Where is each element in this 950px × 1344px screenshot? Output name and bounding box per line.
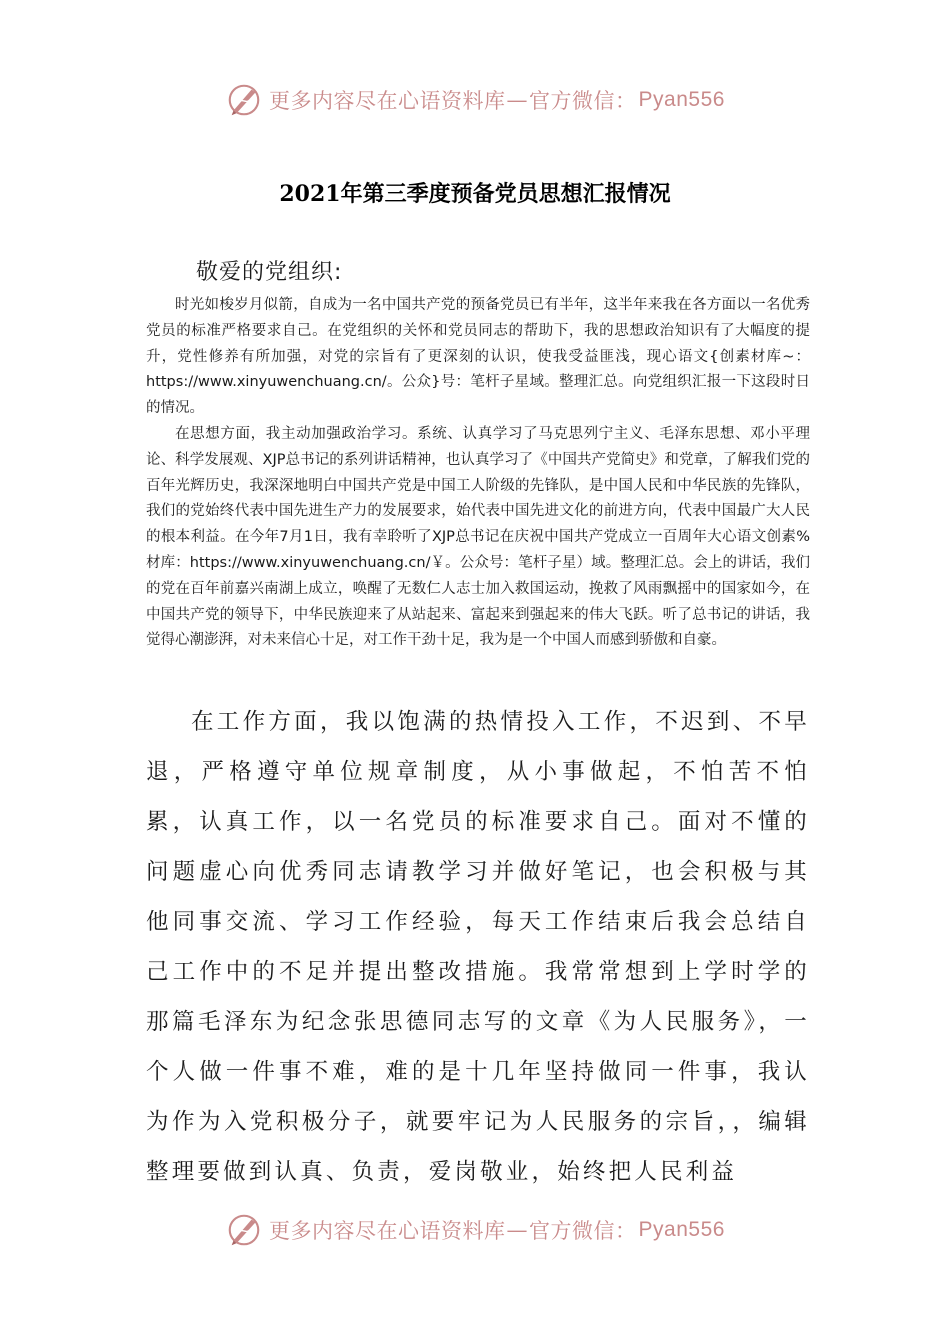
footer-watermark	[0, 1210, 950, 1250]
paragraph-intro: 时光如梭岁月似箭，自成为一名中国共产党的预备党员已有半年，这半年来我在各方面以一名优秀党员的标准严格要求自己。在党组织的关怀和党员同志的帮助下，我的思想政治知识有了大幅度的提升，党性修养有所加强，对党的宗旨有了更深刻的认识，使我受益匪浅，现心语文{创素材库~：https://www.xinyuwenchuang.cn/。公众}号：笔杆子星域。整理汇总。向党组织汇报一下这段时日的情况。	[146, 297, 810, 417]
watermark-text: 更多内容尽在心语资料库	[269, 1219, 506, 1243]
intro-section	[146, 293, 810, 654]
paragraph-work: 在工作方面，我以饱满的热情投入工作，不迟到、不早退，严格遵守单位规章制度，从小事做起，不怕苦不怕累，认真工作，以一名党员的标准要求自己。面对不懂的问题虚心向优秀同志请教学习并做好笔记，也会积极与其他同事交流、学习工作经验，每天工作结束后我会总结自己工作中的不足并提出整改措施。我常常想到上学时学的那篇毛泽东为纪念张思德同志写的文章《为人民服务》，一个人做一件事不难，难的是十几年坚持做同一件事，我认为作为入党积极分子，就要牢记为人民服务的宗旨，，编辑整理要做到认真、负责，爱岗敬业，始终把人民利益	[146, 709, 810, 1185]
header-watermark	[0, 80, 950, 120]
watermark-separator: —	[506, 1218, 529, 1242]
work-section	[146, 697, 810, 1197]
watermark-separator: —	[506, 88, 529, 112]
paragraph-thought: 在思想方面，我主动加强政治学习。系统、认真学习了马克思列宁主义、毛泽东思想、邓小平理论、科学发展观、XJP总书记的系列讲话精神，也认真学习了《中国共产党简史》和党章，了解我们党的百年光辉历史，我深深地明白中国共产党是中国工人阶级的先锋队，是中国人民和中华民族的先锋队，我们的党始终代表中国先进生产力的发展要求，始代表中国先进文化的前进方向，代表中国最广大人民的根本利益。在今年7月1日，我有幸聆听了XJP总书记在庆祝中国共产党成立一百周年大心语文创素%材库：https://www.xinyuwenchuang.cn/￥。公众号：笔杆子星）域。整理汇总。会上的讲话，我们的党在百年前嘉兴南湖上成立，唤醒了无数仁人志士加入救国运动，挽救了风雨飘摇中的国家如今，在中国共产党的领导下，中华民族迎来了从站起来、富起来到强起来的伟大飞跃。听了总书记的讲话，我觉得心潮澎湃，对未来信心十足，对工作干劲十足，我为是一个中国人而感到骄傲和自豪。	[146, 425, 810, 649]
watermark-account: Pyan556	[638, 1218, 725, 1241]
pen-logo-icon	[225, 1211, 263, 1249]
watermark-label: 官方微信：	[529, 89, 637, 113]
watermark-text: 更多内容尽在心语资料库	[269, 89, 506, 113]
document-title: 2021年第三季度预备党员思想汇报情况	[279, 181, 671, 207]
watermark-account: Pyan556	[638, 88, 725, 111]
salutation: 敬爱的党组织:	[196, 260, 343, 285]
pen-logo-icon	[225, 81, 263, 119]
watermark-label: 官方微信：	[529, 1219, 637, 1243]
